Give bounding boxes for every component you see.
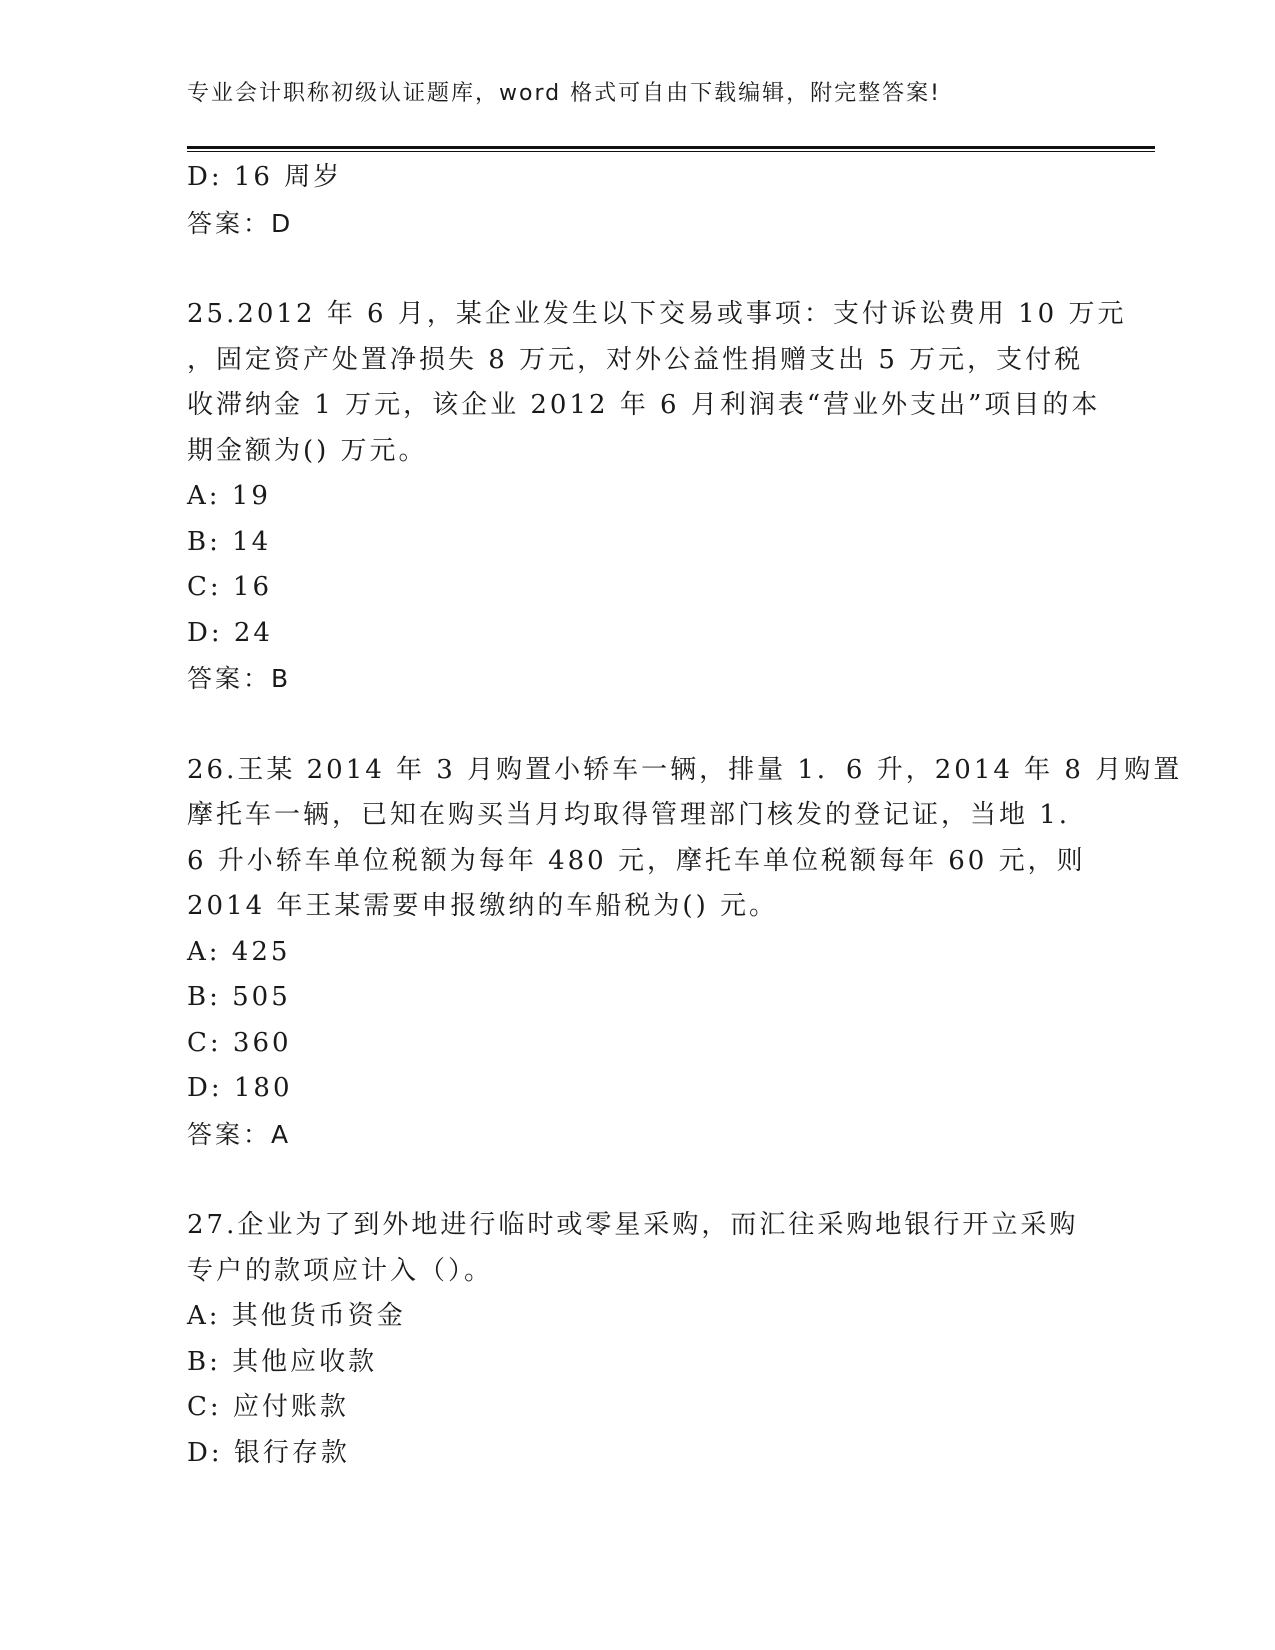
option-c: C: 360 <box>187 1027 292 1058</box>
spacer <box>187 702 1087 748</box>
answer-line: 答案：D <box>187 208 294 238</box>
question-text-line: 专户的款项应计入（）。 <box>187 1255 494 1286</box>
page-header: 专业会计职称初级认证题库，word 格式可自由下载编辑，附完整答案! <box>187 81 941 106</box>
option-a: A: 425 <box>187 936 291 967</box>
question-text-line: 摩托车一辆，已知在购买当月均取得管理部门核发的登记证，当地 1. <box>187 800 1071 830</box>
option-c: C: 16 <box>187 572 273 602</box>
option-d: D: 16 周岁 <box>187 162 343 192</box>
option-a: A: 其他货币资金 <box>187 1301 406 1331</box>
question-text-line: 26.王某 2014 年 3 月购置小轿车一辆，排量 1．6 升，2014 年 8 月购置 <box>187 754 1183 785</box>
option-a: A: 19 <box>187 481 271 511</box>
question-text-line: ，固定资产处置净损失 8 万元，对外公益性捐赠支出 5 万元，支付税 <box>187 344 1084 375</box>
question-text-line: 25.2012 年 6 月，某企业发生以下交易或事项：支付诉讼费用 10 万元 <box>187 299 1127 329</box>
question-text-line: 6 升小轿车单位税额为每年 480 元，摩托车单位税额每年 60 元，则 <box>187 845 1086 876</box>
option-c: C: 应付账款 <box>187 1392 349 1422</box>
question-27 <box>187 1203 1087 1476</box>
question-text-line: 2014 年王某需要申报缴纳的车船税为() 元。 <box>187 891 778 921</box>
question-26 <box>187 748 1183 1158</box>
option-d: D: 银行存款 <box>187 1437 350 1468</box>
question-text-line: 27.企业为了到外地进行临时或零星采购，而汇往采购地银行开立采购 <box>187 1210 1079 1240</box>
header-divider <box>187 146 1155 152</box>
answer-line: 答案：B <box>187 664 292 693</box>
spacer <box>187 1157 1087 1203</box>
spacer <box>187 246 1087 292</box>
option-b: B: 其他应收款 <box>187 1346 378 1377</box>
option-b: B: 14 <box>187 526 272 557</box>
option-d: D: 24 <box>187 617 273 648</box>
question-text-line: 收滞纳金 1 万元，该企业 2012 年 6 月利润表“营业外支出”项目的本 <box>187 390 1101 420</box>
question-25 <box>187 292 1127 702</box>
option-b: B: 505 <box>187 982 291 1012</box>
question-text-line: 期金额为() 万元。 <box>187 435 428 466</box>
document-body <box>187 155 1183 1476</box>
option-d: D: 180 <box>187 1073 293 1103</box>
answer-line: 答案：A <box>187 1119 292 1149</box>
